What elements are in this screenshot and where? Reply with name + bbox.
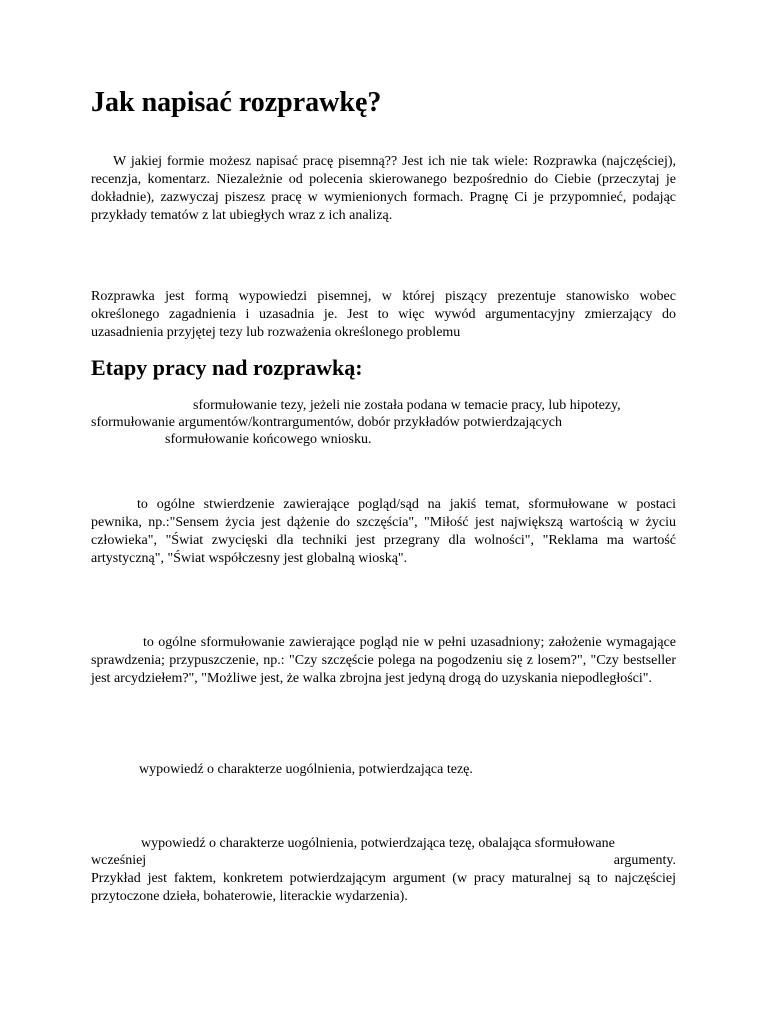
counterargument-continuation: [91, 852, 676, 870]
definition-paragraph: Rozprawka jest formą wypowiedzi pisemnej, w której piszący prezentuje stanowisko wobec określonego zagadnienia i uzasadnia je. Jest to więc wywód argumentacyjny zmierzający do uzasadnienia przyjętej tezy lub rozważenia określonego problemu: [91, 289, 676, 340]
stage-item-thesis: sformułowanie tezy, jeżeli nie została podana w temacie pracy, lub hipotezy,: [193, 398, 621, 413]
hypothesis-paragraph: to ogólne sformułowanie zawierające pogląd nie w pełni uzasadniony; założenie wymagające sprawdzenia; przypuszczenie, np.: "Czy szczęście polega na pogodzeniu się z losem?", "Czy bestseller jest arcydziełem?", "Możliwe jest, że walka zbrojna jest jedyną drogą do uzyskania niepodległości".: [91, 635, 676, 686]
counterargument-word-arguments: argumenty.: [613, 853, 676, 868]
stage-item-conclusion: sformułowanie końcowego wniosku.: [165, 432, 372, 447]
example-paragraph: Przykład jest faktem, konkretem potwierdzającym argument (w pracy maturalnej są to najczęściej przytoczone dzieła, bohaterowie, literackie wydarzenia).: [91, 871, 676, 904]
counterargument-line: wypowiedź o charakterze uogólnienia, potwierdzająca tezę, obalająca sformułowane: [141, 836, 615, 851]
argument-paragraph: wypowiedź o charakterze uogólnienia, potwierdzająca tezę.: [139, 762, 473, 777]
stages-heading: Etapy pracy nad rozprawką:: [91, 355, 363, 380]
page-title: Jak napisać rozprawkę?: [91, 87, 382, 118]
intro-paragraph: W jakiej formie możesz napisać pracę pisemną?? Jest ich nie tak wiele: Rozprawka (najczęściej), recenzja, komentarz. Niezależnie od polecenia skierowanego bezpośrednio do Ciebie (przeczytaj je dokładnie), zazwyczaj piszesz pracę w wymienionych formach. Pragnę Ci je przypomnieć, podając przykłady tematów z lat ubiegłych wraz z ich analizą.: [91, 154, 676, 223]
stage-item-arguments: sformułowanie argumentów/kontrargumentów, dobór przykładów potwierdzających: [91, 415, 562, 430]
thesis-paragraph: to ogólne stwierdzenie zawierające pogląd/sąd na jakiś temat, sformułowane w postaci pewnika, np.:"Sensem życia jest dążenie do szczęścia", "Miłość jest największą wartością w życiu człowieka", "Świat zwycięski dla techniki jest przegrany dla wolności", "Reklama ma wartość artystyczną", "Świat współczesny jest globalną wioską".: [91, 497, 676, 566]
counterargument-word-earlier: wcześniej: [91, 853, 147, 868]
